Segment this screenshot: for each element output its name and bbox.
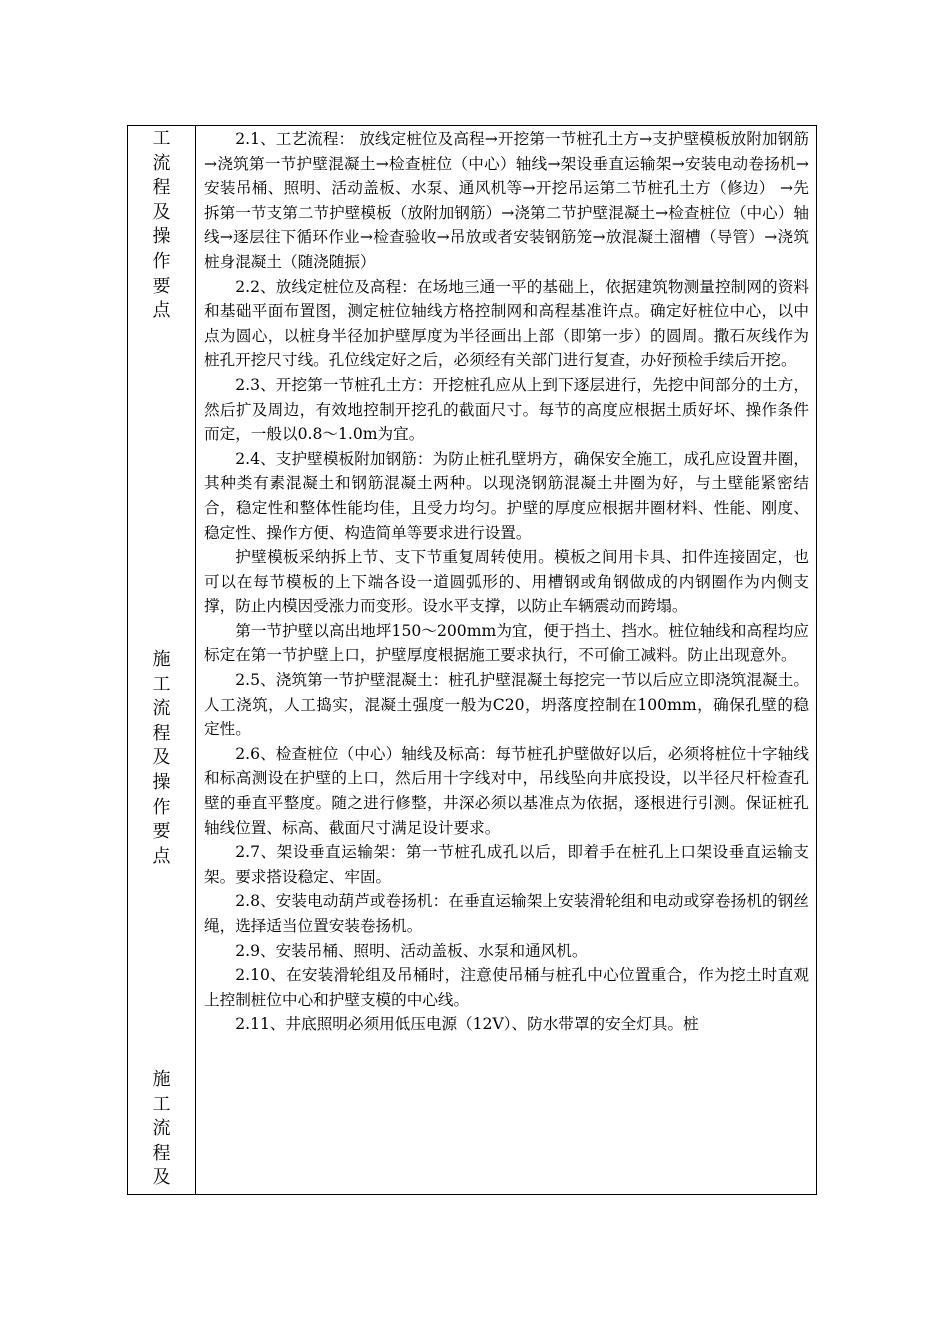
paragraph-2-3: 2.3、开挖第一节桩孔土方：开挖桩孔应从上到下逐层进行，先挖中间部分的土方，然后扩及周边，有效地控制开挖孔的截面尺寸。每节的高度应根据土质好坏、操作条件而定，一般以0.8～1.0m为宜。 [204,375,809,444]
paragraph-2-8: 2.8、安装电动葫芦或卷扬机：在垂直运输架上安装滑轮组和电动或穿卷扬机的钢丝绳，选择适当位置安装卷扬机。 [204,892,809,935]
content-column [204,127,809,1037]
paragraph-2-5: 2.5、浇筑第一节护壁混凝土：桩孔护壁混凝土每挖完一节以后应立即浇筑混凝土。人工浇筑，人工捣实，混凝土强度一般为C20，坍落度控制在100mm，确保孔壁的稳定性。 [204,671,809,739]
paragraph-2-7: 2.7、架设垂直运输架：第一节桩孔成孔以后，即着手在桩孔上口架设垂直运输支架。要求搭设稳定、牢固。 [204,843,809,886]
paragraph-2-4: 2.4、支护壁模板附加钢筋：为防止桩孔壁坍方，确保安全施工，成孔应设置井圈，其种类有素混凝土和钢筋混凝土两种。以现浇钢筋混凝土井圈为好，与土壁能紧密结合，稳定性和整体性能均佳，且受力均匀。护壁的厚度应根据井圈材料、性能、刚度、稳定性、操作方便、构造简单等要求进行设置。 [204,449,809,542]
section-label-2: 施 工 流 程 及 操 作 要 点 [152,649,171,867]
column-divider [195,126,196,1194]
paragraph-2-9: 2.9、安装吊桶、照明、活动盖板、水泵和通风机。 [235,941,588,960]
section-label-1: 工 流 程 及 操 作 要 点 [152,128,171,322]
section-label-column [128,126,195,1194]
paragraph-2-2: 2.2、放线定桩位及高程：在场地三通一平的基础上，依据建筑物测量控制网的资料和基础平面布置图，测定桩位轴线方格控制网和高程基准许点。确定好桩位中心，以中点为圆心，以桩身半径加护壁厚度为半径画出上部（即第一步）的圆周。撒石灰线作为桩孔开挖尺寸线。孔位线定好之后，必须经有关部门进行复查，办好预检手续后开挖。 [204,277,809,370]
content-table [127,125,817,1195]
paragraph-2-11: 2.11、井底照明必须用低压电源（12V）、防水带罩的安全灯具。桩 [235,1015,699,1034]
paragraph-first-section: 第一节护壁以高出地坪150～200mm为宜，便于挡土、挡水。桩位轴线和高程均应标定在第一节护壁上口，护壁厚度根据施工要求执行，不可偷工减料。防止出现意外。 [204,621,809,665]
paragraph-2-10: 2.10、在安装滑轮组及吊桶时，注意使吊桶与桩孔中心位置重合，作为挖土时直观上控制桩位中心和护壁支模的中心线。 [204,966,809,1009]
paragraph-2-1: 2.1、工艺流程： 放线定桩位及高程→开挖第一节桩孔土方→支护壁模板放附加钢筋→浇筑第一节护壁混凝土→检查桩位（中心）轴线→架设垂直运输架→安装电动卷扬机→安装吊桶、照明、活动盖板、水泵、通风机等→开挖吊运第二节桩孔土方（修边） →先拆第一节支第二节护壁模板（放附加钢筋）→浇第二节护壁混凝土→检查桩位（中心）轴线→逐层往下循环作业→检查验收→吊放或者安装钢筋笼→放混凝土溜槽（导管）→浇筑桩身混凝土（随浇随振） [204,130,809,271]
paragraph-2-6: 2.6、检查桩位（中心）轴线及标高：每节桩孔护壁做好以后，必须将桩位十字轴线和标高测设在护壁的上口，然后用十字线对中，吊线坠向井底投设，以半径尺杆检查孔壁的垂直平整度。随之进行修整，井深必须以基准点为依据，逐根进行引测。保证桩孔轴线位置、标高、截面尺寸满足设计要求。 [204,744,809,837]
section-label-3: 施 工 流 程 及 [152,1069,171,1189]
paragraph-formwork: 护壁模板采纳拆上节、支下节重复周转使用。模板之间用卡具、扣件连接固定，也可以在每节模板的上下端各设一道圆弧形的、用槽钢或角钢做成的内钢圈作为内侧支撑，防止内模因受涨力而变形。设水平支撑，以防止车辆震动而跨塌。 [204,548,809,616]
